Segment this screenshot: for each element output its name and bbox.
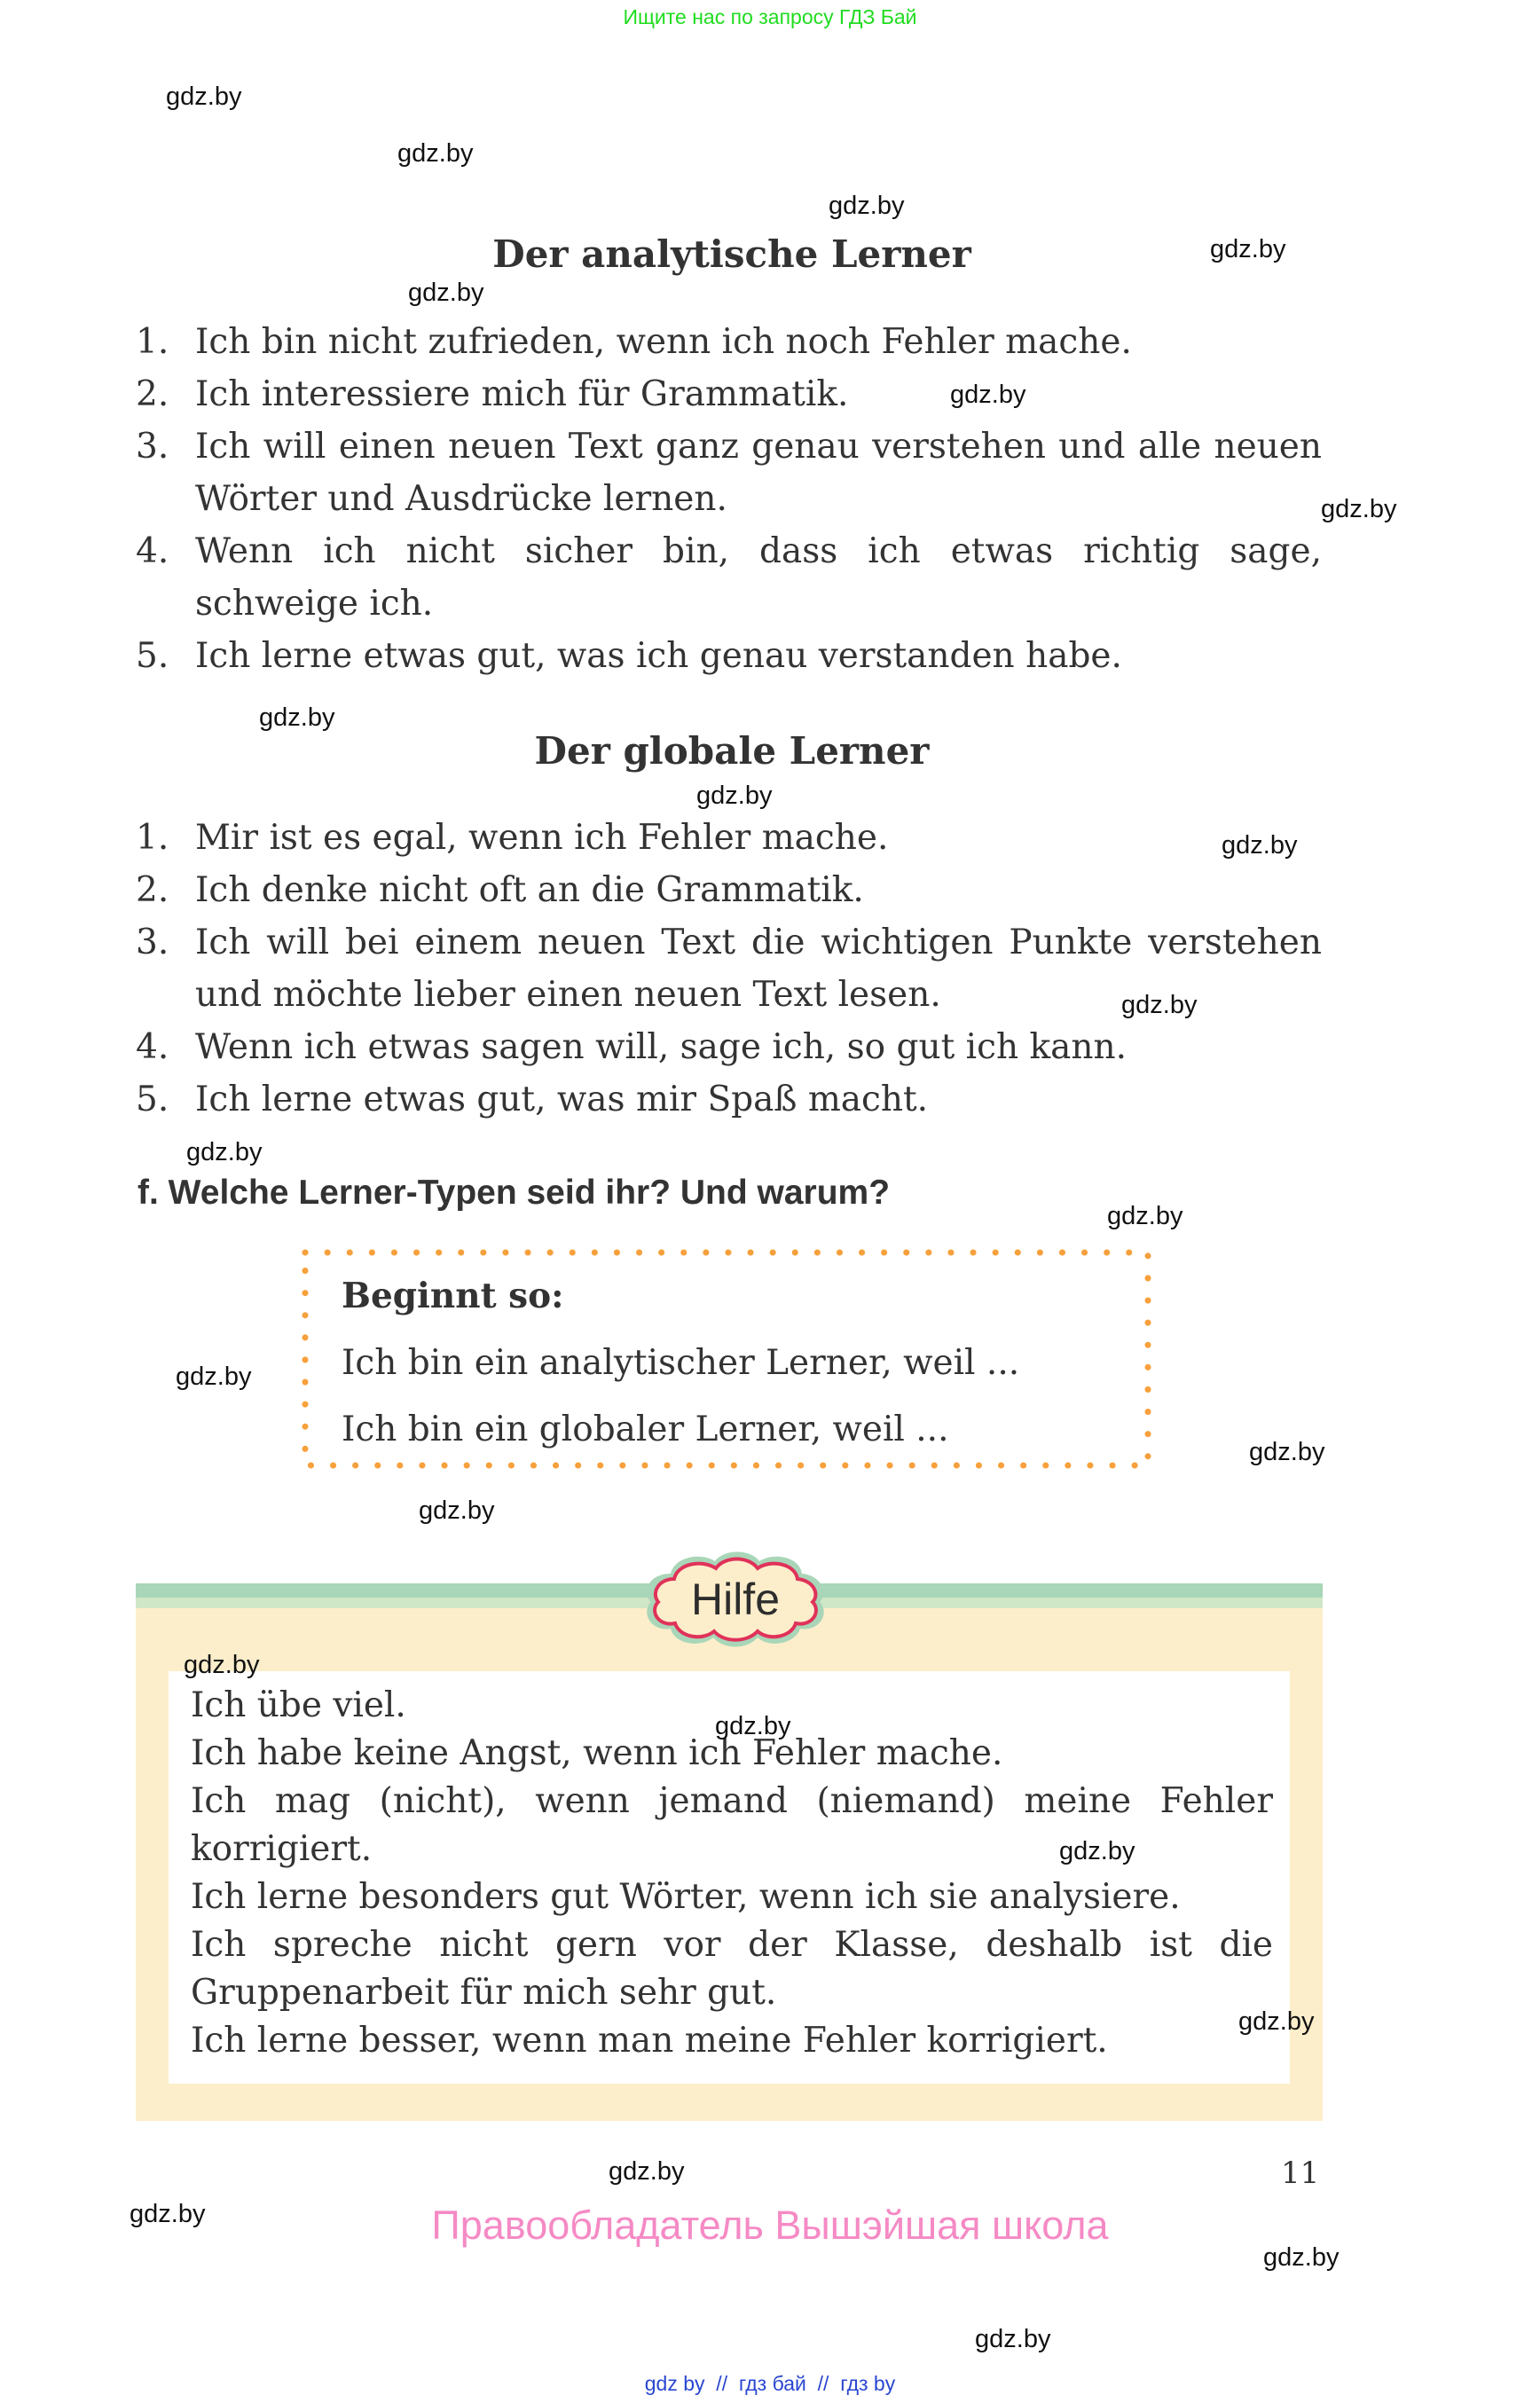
watermark: gdz.by: [715, 1712, 791, 1740]
sentence-starter-box: [302, 1249, 1151, 1469]
hilfe-badge-label: Hilfe: [690, 1575, 781, 1624]
watermark: gdz.by: [1059, 1837, 1135, 1865]
item-text: Ich bin nicht zufrieden, wenn ich noch Fehler mache.: [195, 322, 1132, 362]
watermark: gdz.by: [1121, 991, 1198, 1019]
watermark: gdz.by: [176, 1362, 252, 1391]
watermark: gdz.by: [397, 139, 474, 168]
section-title-global: Der globale Lerner: [534, 729, 930, 773]
item-number: 5.: [136, 636, 169, 676]
task-heading: f. Welche Lerner-Typen seid ihr? Und warum?: [138, 1174, 891, 1212]
watermark: gdz.by: [609, 2157, 685, 2186]
item-text: Ich lerne etwas gut, was mir Spaß macht.: [195, 1080, 929, 1119]
item-number: 1.: [136, 818, 169, 858]
hilfe-line: Ich habe keine Angst, wenn ich Fehler mache.: [191, 1733, 1003, 1773]
list-item: [136, 916, 1322, 1021]
watermark: gdz.by: [1107, 1202, 1183, 1230]
item-number: 3.: [136, 427, 169, 467]
item-text: Ich will bei einem neuen Text die wichtigen Punkte verstehen und möchte lieber einen neuen Text lesen.: [195, 923, 1322, 1015]
watermark: gdz.by: [419, 1496, 495, 1525]
starter-line-analytic: Ich bin ein analytischer Lerner, weil ...: [342, 1343, 1020, 1383]
item-text: Ich lerne etwas gut, was ich genau verstanden habe.: [195, 636, 1122, 676]
watermark: gdz.by: [1238, 2007, 1315, 2036]
watermark: gdz.by: [1222, 831, 1298, 860]
list-item: [136, 630, 1322, 682]
item-number: 3.: [136, 923, 169, 962]
item-number: 5.: [136, 1080, 169, 1119]
item-text: Mir ist es egal, wenn ich Fehler mache.: [195, 818, 889, 858]
hilfe-line: Ich lerne besonders gut Wörter, wenn ich sie analysiere.: [191, 1877, 1181, 1917]
watermark: gdz.by: [186, 1138, 263, 1166]
list-item: [136, 1073, 1322, 1126]
watermark: gdz.by: [408, 279, 484, 307]
list-item: [136, 420, 1322, 525]
item-text: Ich will einen neuen Text ganz genau verstehen und alle neuen Wörter und Ausdrücke lernen.: [195, 427, 1322, 519]
item-number: 2.: [136, 870, 169, 910]
hilfe-badge: [635, 1547, 836, 1652]
item-number: 4.: [136, 1027, 169, 1067]
watermark: gdz.by: [975, 2325, 1051, 2353]
item-text: Wenn ich nicht sicher bin, dass ich etwas richtig sage, schweige ich.: [195, 531, 1322, 624]
starter-lead: Beginnt so:: [342, 1276, 564, 1316]
page-number: 11: [1281, 2156, 1320, 2191]
global-list: [136, 812, 1322, 1126]
list-item: [136, 525, 1322, 630]
starter-line-global: Ich bin ein globaler Lerner, weil ...: [342, 1410, 949, 1449]
footer-links[interactable]: gdz by // гдз бай // гдз by: [644, 2372, 896, 2395]
hilfe-line: Ich lerne besser, wenn man meine Fehler korrigiert.: [191, 2021, 1108, 2061]
item-text: Ich interessiere mich für Grammatik.: [195, 374, 849, 414]
watermark: gdz.by: [950, 381, 1026, 409]
watermark: gdz.by: [184, 1651, 260, 1679]
item-number: 2.: [136, 374, 169, 414]
list-item: [136, 368, 1322, 420]
list-item: [136, 316, 1322, 368]
section-title-analytic: Der analytische Lerner: [492, 232, 971, 276]
list-item: [136, 864, 1322, 916]
top-search-banner: Ищите нас по запросу ГДЗ Бай: [623, 5, 917, 28]
watermark: gdz.by: [1249, 1438, 1325, 1466]
watermark: gdz.by: [1263, 2243, 1340, 2272]
list-item: [136, 1021, 1322, 1073]
watermark: gdz.by: [166, 82, 242, 111]
item-number: 4.: [136, 531, 169, 571]
watermark: gdz.by: [696, 781, 773, 810]
analytic-list: [136, 316, 1322, 682]
hilfe-line: Ich mag (nicht), wenn jemand (niemand) meine Fehler korrigiert.: [191, 1781, 1273, 1869]
list-item: [136, 812, 1322, 864]
hilfe-line: Ich spreche nicht gern vor der Klasse, deshalb ist die Gruppenarbeit für mich sehr gut.: [191, 1925, 1273, 2013]
watermark: gdz.by: [1210, 235, 1286, 263]
hilfe-line: Ich übe viel.: [191, 1685, 406, 1725]
watermark: gdz.by: [259, 703, 335, 732]
watermark: gdz.by: [829, 192, 905, 220]
watermark: gdz.by: [1321, 495, 1397, 523]
item-text: Wenn ich etwas sagen will, sage ich, so gut ich kann.: [195, 1027, 1127, 1067]
hilfe-panel: [136, 1583, 1323, 2121]
item-number: 1.: [136, 322, 169, 362]
item-text: Ich denke nicht oft an die Grammatik.: [195, 870, 864, 910]
watermark: gdz.by: [130, 2200, 206, 2228]
copyright-notice: Правообладатель Вышэйшая школа: [431, 2203, 1109, 2248]
